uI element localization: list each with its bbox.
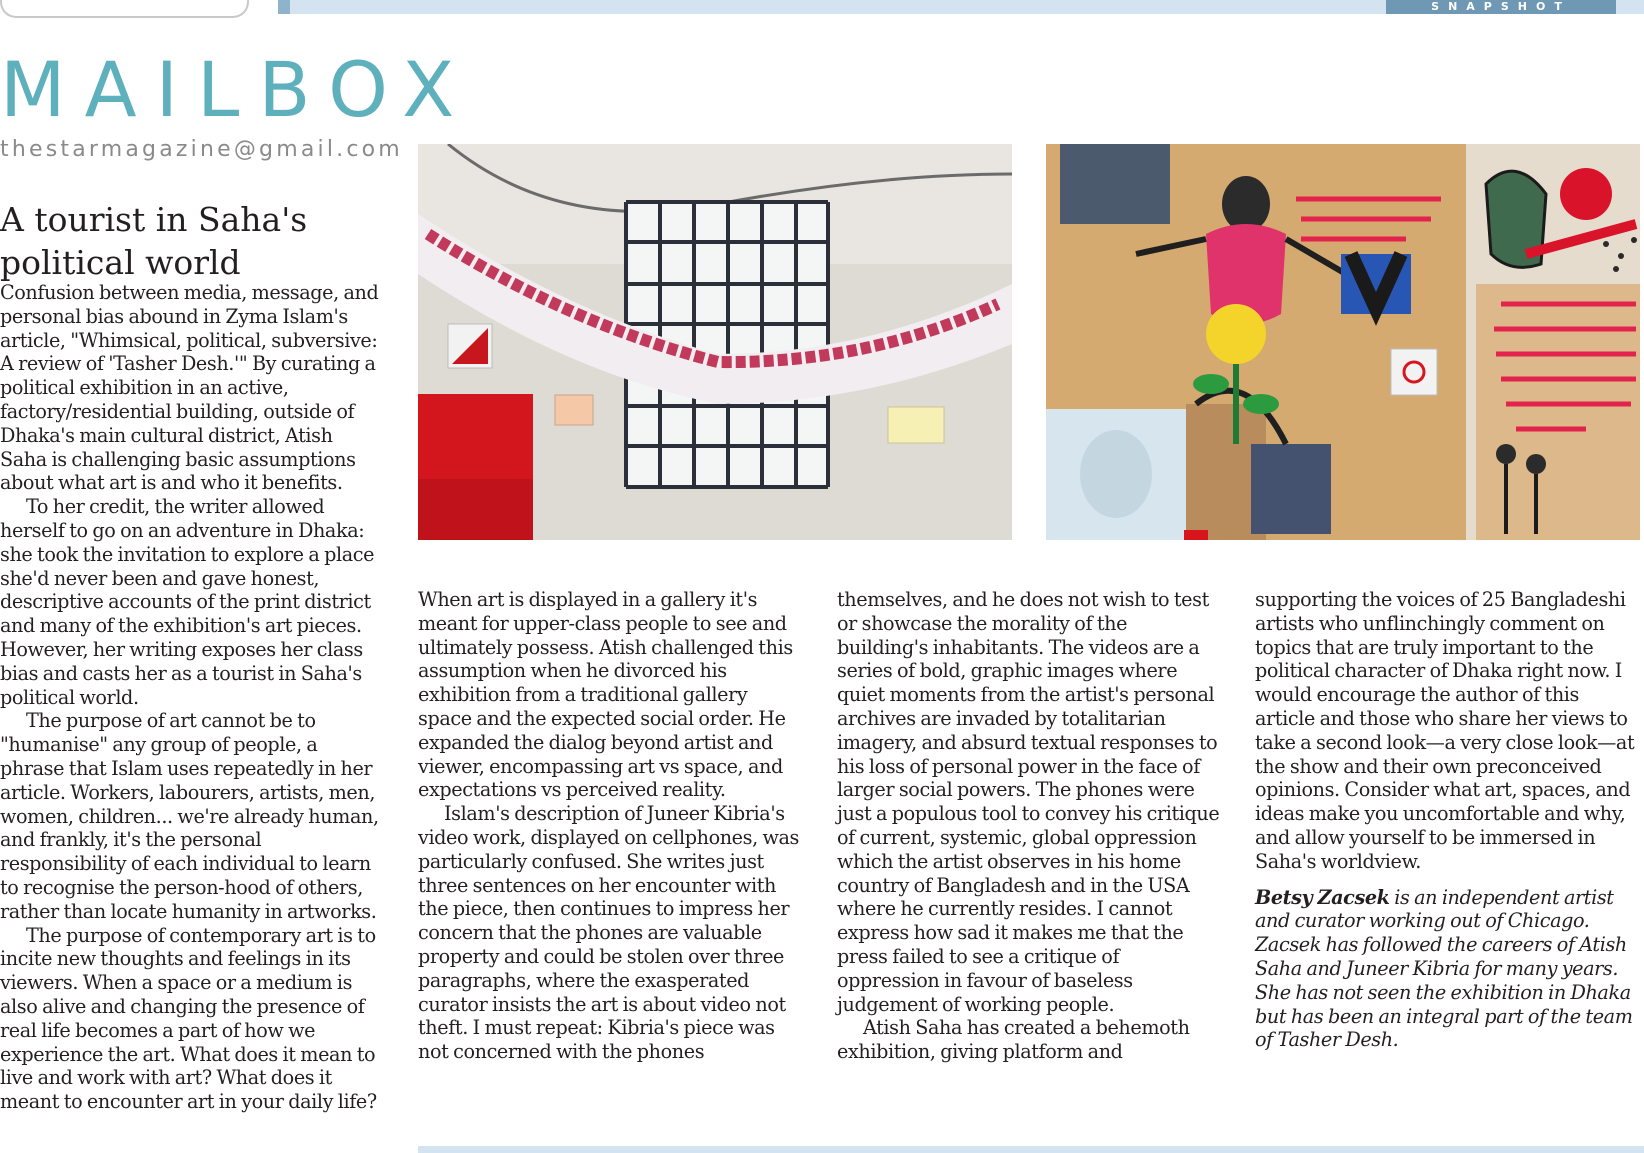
paragraph: Atish Saha has created a behemoth exhibition, giving platform and <box>837 1016 1190 1064</box>
article-column-2 <box>418 588 800 1064</box>
paragraph: The purpose of art cannot be to "humanise" any group of people, a phrase that Islam uses repeatedly in her article. Workers, labourers, artists, men, women, children... we're already human, and frankly, it's the personal responsibility of each individual to learn to recognise the person-hood of others, rather than locate humanity in artworks. <box>0 709 379 923</box>
article-column-3 <box>837 588 1221 1064</box>
paragraph: supporting the voices of 25 Bangladeshi artists who unflinchingly comment on topics that are truly important to the political character of Dhaka right now. I would encourage the author of this article and those who share her views to take a second look—a very close look—at the show and their own preconceived opinions. Consider what art, spaces, and ideas make you uncomfortable and why, and allow yourself to be immersed in Saha's worldview. <box>1255 588 1635 873</box>
masthead: MAILBOX <box>0 45 474 134</box>
section-tab-outline <box>0 0 249 18</box>
paragraph: Confusion between media, message, and personal bias abound in Zyma Islam's article, "Whimsical, political, subversive: A review of 'Tasher Desh.'" By curating a political exhibition in an active, factory/residential building, outside of Dhaka's main cultural district, Atish Saha is challenging basic assumptions about what art is and who it benefits. <box>0 281 379 495</box>
mural-wall-photo <box>1046 144 1640 540</box>
contact-email[interactable]: thestarmagazine@gmail.com <box>0 137 403 162</box>
paragraph: To her credit, the writer allowed herself to go on an adventure in Dhaka: she took the invitation to explore a place she'd never been and gave honest, descriptive accounts of the print district and many of the exhibition's art pieces. However, her writing exposes her class bias and casts her as a tourist in Saha's political world. <box>0 495 375 709</box>
paragraph: Islam's description of Juneer Kibria's video work, displayed on cellphones, was particularly confused. She writes just three sentences on her encounter with the piece, then continues to impress her concern that the phones are valuable property and could be stolen over three paragraphs, where the exasperated curator insists the art is about video not theft. I must repeat: Kibria's piece was not concerned with the phones <box>418 802 799 1064</box>
window-banner-photo <box>418 144 1012 540</box>
paragraph: themselves, and he does not wish to test or showcase the morality of the building's inhabitants. The videos are a series of bold, graphic images where quiet moments from the artist's personal archives are invaded by totalitarian imagery, and absurd textual responses to his loss of personal power in the face of larger social powers. The phones were just a populous tool to convey his critique of current, systemic, global oppression which the artist observes in his home country of Bangladesh and in the USA where he currently resides. I cannot express how sad it makes me that the press failed to see a critique of oppression in favour of baseless judgement of working people. <box>837 588 1220 1016</box>
exhibition-photo-mural <box>1046 144 1640 540</box>
author-bio <box>1255 886 1640 1053</box>
exhibition-photo-window <box>418 144 1012 540</box>
top-rule-marker <box>278 0 290 14</box>
author-bio-text: is an independent artist and curator working out of Chicago. Zacsek has followed the careers of Atish Saha and Juneer Kibria for many years. She has not seen the exhibition in Dhaka but has been an integral part of the team of Tasher Desh. <box>1255 885 1633 1052</box>
bottom-rule <box>418 1146 1644 1153</box>
section-label: SNAPSHOT <box>1386 0 1616 14</box>
author-name: Betsy Zacsek <box>1255 885 1390 909</box>
paragraph: When art is displayed in a gallery it's meant for upper-class people to see and ultimately possess. Atish challenged this assumption when he divorced his exhibition from a traditional gallery space and the expected social order. He expanded the dialog beyond artist and viewer, encompassing art vs space, and expectations vs perceived reality. <box>418 588 793 802</box>
paragraph: The purpose of contemporary art is to incite new thoughts and feelings in its viewers. When a space or a medium is also alive and changing the presence of real life becomes a part of how we experience the art. What does it mean to live and work with art? What does it meant to encounter art in your daily life? <box>0 923 377 1114</box>
article-headline: A tourist in Saha's political world <box>0 200 308 282</box>
article-column-1 <box>0 281 380 1114</box>
article-column-4 <box>1255 588 1640 1052</box>
